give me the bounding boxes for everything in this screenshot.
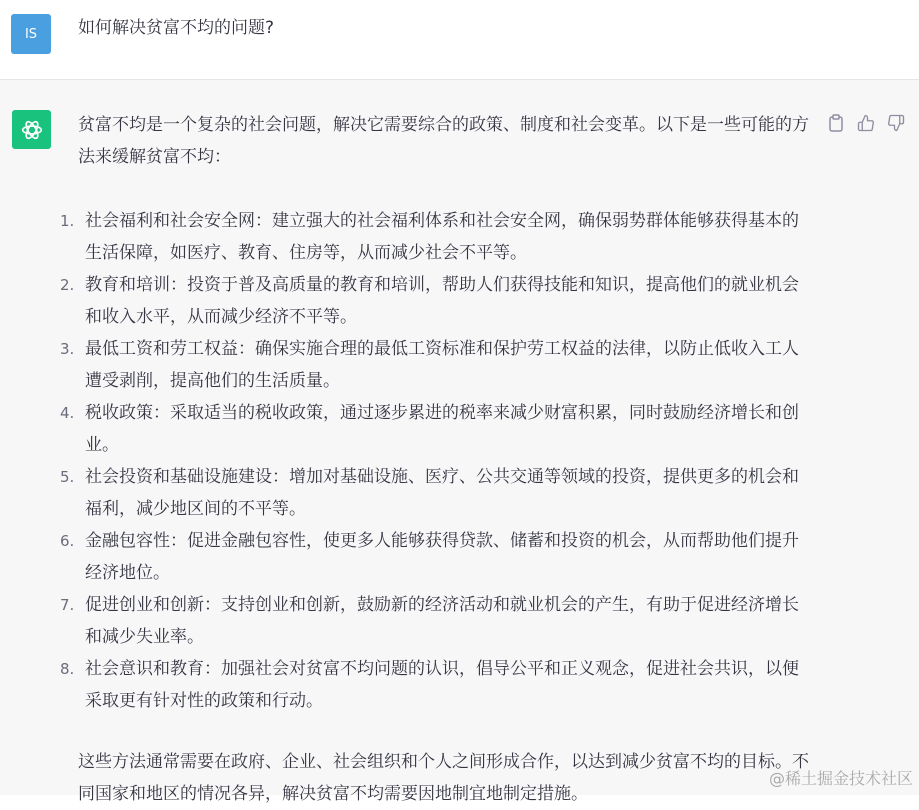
list-item	[60, 269, 813, 333]
thumbs-up-icon[interactable]	[856, 113, 876, 133]
list-item	[60, 205, 813, 269]
list-item-number: 8.	[60, 660, 75, 678]
list-item	[60, 589, 813, 653]
list-item-text: 促进创业和创新：支持创业和创新，鼓励新的经济活动和就业机会的产生，有助于促进经济增长和减少失业率。	[85, 595, 799, 647]
list-item-text: 税收政策：采取适当的税收政策，通过逐步累进的税率来减少财富积累，同时鼓励经济增长和创业。	[85, 403, 799, 455]
list-item-number: 6.	[60, 532, 75, 550]
list-item-text: 金融包容性：促进金融包容性，使更多人能够获得贷款、储蓄和投资的机会，从而帮助他们提升经济地位。	[85, 531, 799, 583]
thumbs-down-icon[interactable]	[886, 113, 906, 133]
assistant-message-content	[60, 109, 813, 810]
list-item-text: 社会意识和教育：加强社会对贫富不均问题的认识，倡导公平和正义观念，促进社会共识，以便采取更有针对性的政策和行动。	[85, 659, 799, 711]
list-item-number: 3.	[60, 340, 75, 358]
list-item-text: 社会投资和基础设施建设：增加对基础设施、医疗、公共交通等领域的投资，提供更多的机会和福利，减少地区间的不平等。	[85, 467, 799, 519]
list-item-text: 社会福利和社会安全网：建立强大的社会福利体系和社会安全网，确保弱势群体能够获得基本的生活保障，如医疗、教育、住房等，从而减少社会不平等。	[85, 211, 799, 263]
user-message-row	[0, 0, 919, 80]
list-item	[60, 525, 813, 589]
list-item-number: 1.	[60, 212, 75, 230]
assistant-message-row	[0, 80, 919, 804]
list-item	[60, 333, 813, 397]
clipboard-icon[interactable]	[826, 113, 846, 133]
list-item-number: 4.	[60, 404, 75, 422]
list-item-number: 5.	[60, 468, 75, 486]
list-item-number: 7.	[60, 596, 75, 614]
list-item-text: 教育和培训：投资于普及高质量的教育和培训，帮助人们获得技能和知识，提高他们的就业机会和收入水平，从而减少经济不平等。	[85, 275, 799, 327]
watermark: @稀土掘金技术社区	[768, 769, 913, 788]
solutions-list	[60, 205, 813, 717]
intro-paragraph: 贫富不均是一个复杂的社会问题，解决它需要综合的政策、制度和社会变革。以下是一些可能的方法来缓解贫富不均：	[78, 115, 809, 167]
list-item-text: 最低工资和劳工权益：确保实施合理的最低工资标准和保护劳工权益的法律，以防止低收入工人遭受剥削，提高他们的生活质量。	[85, 339, 799, 391]
list-item	[60, 653, 813, 717]
list-item	[60, 397, 813, 461]
list-item-number: 2.	[60, 276, 75, 294]
openai-logo-icon	[12, 110, 51, 149]
user-message-text: 如何解决贫富不均的问题?	[78, 18, 275, 38]
message-actions	[826, 113, 906, 133]
closing-paragraph: 这些方法通常需要在政府、企业、社会组织和个人之间形成合作，以达到减少贫富不均的目标。不同国家和地区的情况各异，解决贫富不均需要因地制宜地制定措施。	[78, 752, 809, 804]
list-item	[60, 461, 813, 525]
user-avatar: IS	[11, 14, 51, 54]
